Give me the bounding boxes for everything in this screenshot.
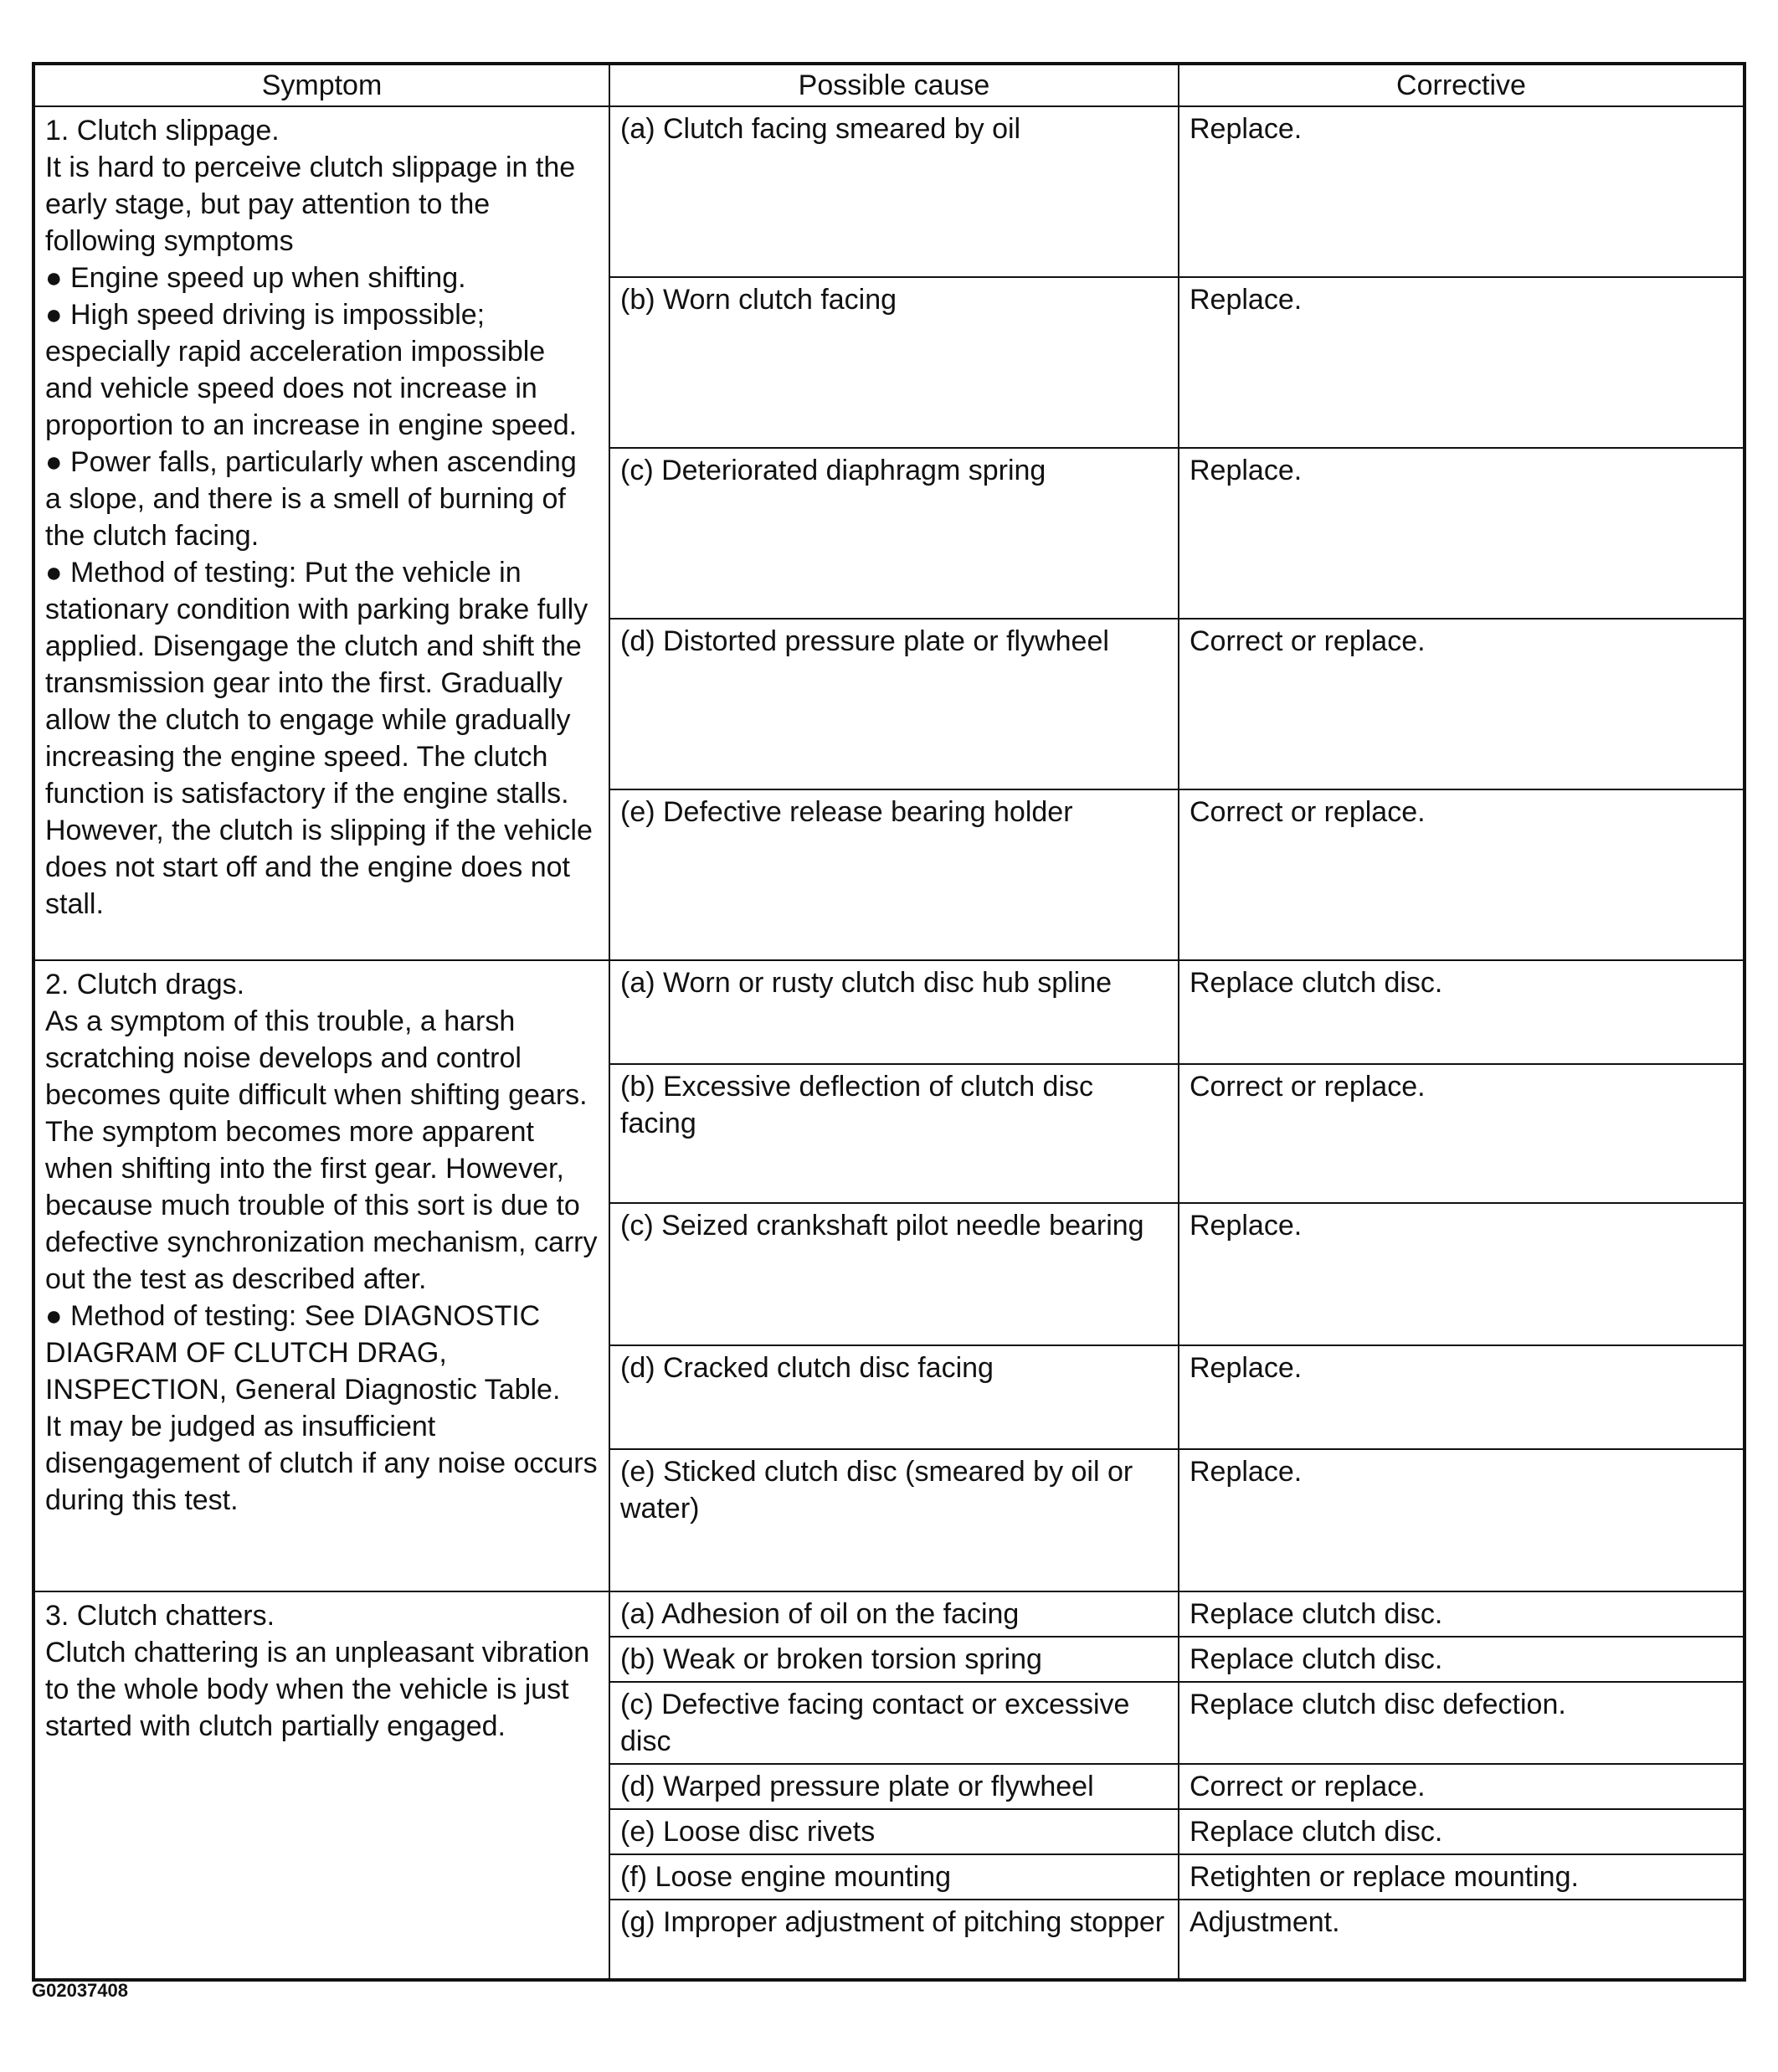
- corrective-cell: Replace.: [1179, 277, 1745, 448]
- symptom-text: ● Engine speed up when shifting.: [45, 262, 466, 294]
- possible-cause-cell: (a) Adhesion of oil on the facing: [609, 1591, 1179, 1637]
- symptom-text: ● Power falls, particularly when ascending a slope, and there is a smell of burning of the clutch facing.: [45, 446, 577, 552]
- corrective-cell: Replace clutch disc.: [1179, 1591, 1745, 1637]
- possible-cause-cell: (b) Weak or broken torsion spring: [609, 1637, 1179, 1682]
- symptom-cell: [33, 960, 609, 1591]
- table-row: [33, 1591, 1745, 1637]
- corrective-cell: Replace clutch disc defection.: [1179, 1682, 1745, 1764]
- header-symptom: Symptom: [33, 64, 609, 106]
- symptom-text: As a symptom of this trouble, a harsh scratching noise develops and control becomes quite difficult when shifting gears. The symptom becomes more apparent when shifting into the first gear. However, because much trouble of this sort is due to defective synchronization mechanism, carry out the test as described after.: [45, 1005, 598, 1295]
- possible-cause-cell: (f) Loose engine mounting: [609, 1854, 1179, 1900]
- possible-cause-cell: (e) Sticked clutch disc (smeared by oil or water): [609, 1449, 1179, 1591]
- table-row: [33, 960, 1745, 1064]
- corrective-cell: Replace.: [1179, 106, 1745, 277]
- clutch-diagnostic-table: [32, 62, 1746, 1982]
- possible-cause-cell: (e) Defective release bearing holder: [609, 789, 1179, 960]
- header-row: [33, 64, 1745, 106]
- corrective-cell: Replace clutch disc.: [1179, 1809, 1745, 1854]
- header-corrective: Corrective: [1179, 64, 1745, 106]
- corrective-cell: Replace clutch disc.: [1179, 960, 1745, 1064]
- symptom-text: It is hard to perceive clutch slippage in the early stage, but pay attention to the following symptoms: [45, 152, 576, 257]
- symptom-text: ● High speed driving is impossible; especially rapid acceleration impossible and vehicle speed does not increase in proportion to an increase in engine speed.: [45, 299, 578, 441]
- header-possible-cause: Possible cause: [609, 64, 1179, 106]
- possible-cause-cell: (c) Seized crankshaft pilot needle bearing: [609, 1203, 1179, 1345]
- table-row: [33, 106, 1745, 277]
- possible-cause-cell: (a) Worn or rusty clutch disc hub spline: [609, 960, 1179, 1064]
- corrective-cell: Correct or replace.: [1179, 1064, 1745, 1203]
- symptom-text: 1. Clutch slippage.: [45, 115, 280, 147]
- possible-cause-cell: (d) Distorted pressure plate or flywheel: [609, 619, 1179, 789]
- symptom-cell: [33, 106, 609, 960]
- possible-cause-cell: (a) Clutch facing smeared by oil: [609, 106, 1179, 277]
- symptom-text: ● Method of testing: See DIAGNOSTIC DIAGRAM OF CLUTCH DRAG, INSPECTION, General Diagnostic Table.: [45, 1300, 561, 1406]
- corrective-cell: Replace.: [1179, 1345, 1745, 1449]
- corrective-cell: Replace.: [1179, 448, 1745, 619]
- symptom-text: 2. Clutch drags.: [45, 969, 245, 1000]
- diagnostic-table-container: [32, 62, 1743, 1982]
- possible-cause-cell: (c) Defective facing contact or excessive disc: [609, 1682, 1179, 1764]
- possible-cause-cell: (e) Loose disc rivets: [609, 1809, 1179, 1854]
- symptom-text: ● Method of testing: Put the vehicle in stationary condition with parking brake fully applied. Disengage the clutch and shift the transmission gear into the first. Gradually allow the clutch to engage while gradually increasing the engine speed. The clutch function is satisfactory if the engine stalls. However, the clutch is slipping if the vehicle does not start off and the engine does not stall.: [45, 557, 593, 920]
- possible-cause-cell: (d) Cracked clutch disc facing: [609, 1345, 1179, 1449]
- corrective-cell: Replace.: [1179, 1449, 1745, 1591]
- corrective-cell: Correct or replace.: [1179, 619, 1745, 789]
- corrective-cell: Adjustment.: [1179, 1900, 1745, 1980]
- possible-cause-cell: (c) Deteriorated diaphragm spring: [609, 448, 1179, 619]
- symptom-text: Clutch chattering is an unpleasant vibration to the whole body when the vehicle is just started with clutch partially engaged.: [45, 1637, 590, 1742]
- figure-code: G02037408: [32, 1980, 128, 2001]
- symptom-text: It may be judged as insufficient disengagement of clutch if any noise occurs during this test.: [45, 1411, 598, 1516]
- corrective-cell: Correct or replace.: [1179, 1764, 1745, 1809]
- possible-cause-cell: (b) Excessive deflection of clutch disc facing: [609, 1064, 1179, 1203]
- corrective-cell: Retighten or replace mounting.: [1179, 1854, 1745, 1900]
- corrective-cell: Correct or replace.: [1179, 789, 1745, 960]
- symptom-text: 3. Clutch chatters.: [45, 1600, 275, 1632]
- symptom-cell: [33, 1591, 609, 1980]
- corrective-cell: Replace clutch disc.: [1179, 1637, 1745, 1682]
- corrective-cell: Replace.: [1179, 1203, 1745, 1345]
- table-body: [33, 106, 1745, 1980]
- possible-cause-cell: (g) Improper adjustment of pitching stopper: [609, 1900, 1179, 1980]
- possible-cause-cell: (d) Warped pressure plate or flywheel: [609, 1764, 1179, 1809]
- possible-cause-cell: (b) Worn clutch facing: [609, 277, 1179, 448]
